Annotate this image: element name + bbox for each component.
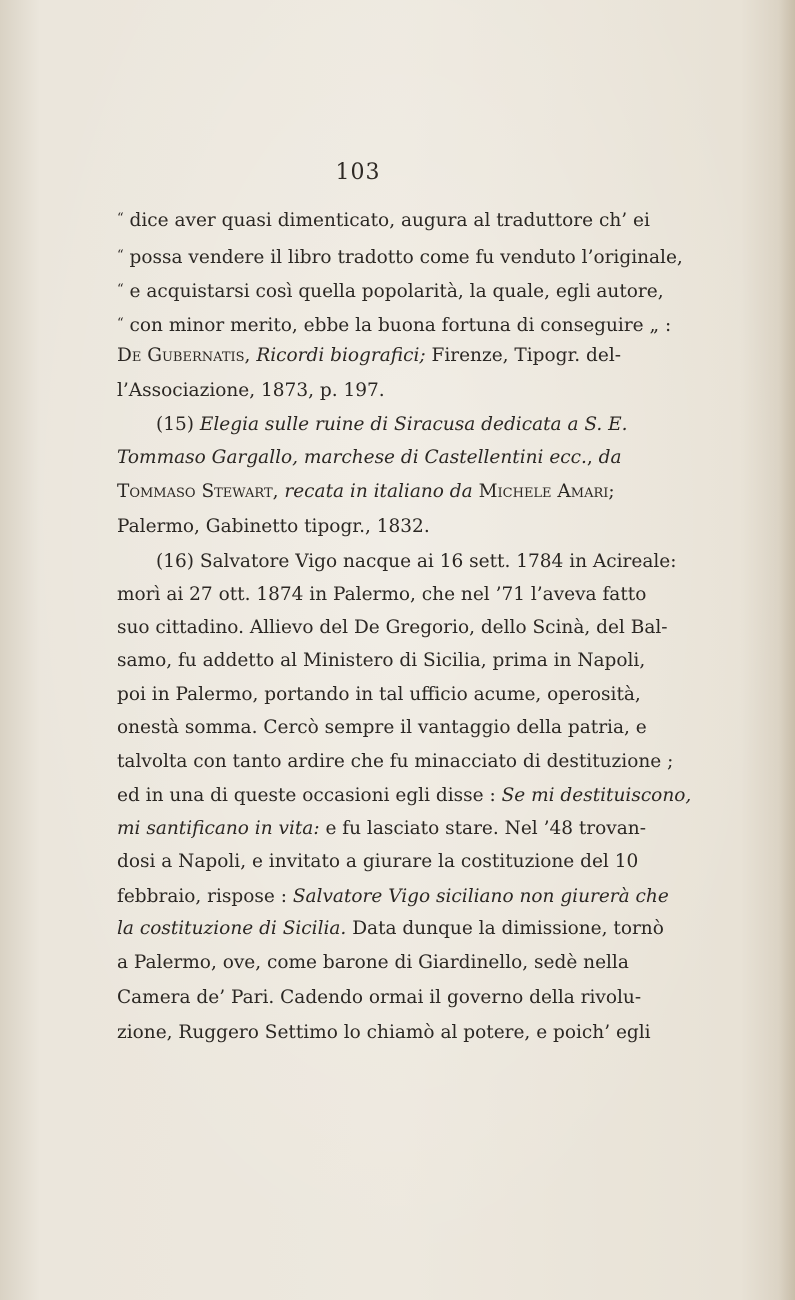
- text-segment: “: [117, 211, 124, 226]
- text-segment: “: [117, 316, 124, 331]
- text-segment: Se mi destituiscono,: [501, 785, 692, 806]
- text-segment: dice aver quasi dimenticato, augura al traduttore ch’ ei: [123, 210, 650, 231]
- text-segment: onestà somma. Cercò sempre il vantaggio della patria, e: [117, 717, 647, 738]
- text-line: [117, 717, 647, 739]
- text-segment: ,: [586, 447, 599, 468]
- text-segment: Data dunque la dimissione, tornò: [346, 918, 664, 939]
- text-line: [156, 414, 628, 436]
- text-segment: ,: [272, 481, 285, 502]
- text-segment: Palermo, Gabinetto tipogr., 1832.: [117, 516, 430, 537]
- text-line: [117, 1022, 651, 1044]
- text-segment: da: [598, 447, 622, 468]
- text-line: [117, 584, 647, 606]
- text-segment: De Gubernatis: [117, 345, 245, 366]
- text-segment: talvolta con tanto ardire che fu minacciato di destituzione ;: [117, 751, 674, 772]
- text-segment: Firenze, Tipogr. del-: [425, 345, 622, 366]
- text-line: [117, 208, 650, 232]
- text-line: [117, 785, 692, 807]
- text-line: [117, 245, 683, 269]
- page-edge-shadow: [779, 0, 795, 1300]
- text-segment: l’Associazione, 1873, p. 197.: [117, 380, 385, 401]
- text-segment: a Palermo, ove, come barone di Giardinello, sedè nella: [117, 952, 629, 973]
- text-line: [117, 345, 622, 367]
- text-segment: Tommaso Gargallo, marchese di Castellentini ecc.: [117, 447, 587, 468]
- text-segment: (15): [156, 414, 200, 435]
- text-segment: “: [117, 248, 124, 263]
- text-segment: e acquistarsi così quella popolarità, la quale, egli autore,: [123, 281, 664, 302]
- text-line: [117, 313, 672, 337]
- page-number: 103: [335, 160, 381, 185]
- text-segment: ed in una di queste occasioni egli disse :: [117, 785, 502, 806]
- text-line: [117, 918, 664, 940]
- text-segment: “: [117, 282, 124, 297]
- text-line: [117, 516, 599, 538]
- text-line: [117, 851, 639, 873]
- text-line: [117, 886, 669, 908]
- text-line: [117, 987, 642, 1009]
- text-segment: recata in italiano da: [284, 481, 473, 502]
- text-line: [117, 751, 674, 773]
- text-segment: Salvatore Vigo siciliano non giurerà che: [292, 886, 669, 907]
- text-line: [117, 650, 646, 672]
- text-segment: dosi a Napoli, e invitato a giurare la costituzione del 10: [117, 851, 639, 872]
- text-line: [117, 447, 622, 469]
- text-segment: Camera de’ Pari. Cadendo ormai il governo della rivolu-: [117, 987, 642, 1008]
- text-segment: ;: [608, 481, 615, 502]
- text-line: [117, 952, 629, 974]
- text-segment: ,: [244, 345, 257, 366]
- text-line: [156, 551, 677, 573]
- text-segment: morì ai 27 ott. 1874 in Palermo, che nel ’71 l’aveva fatto: [117, 584, 647, 605]
- text-segment: febbraio, rispose :: [117, 886, 293, 907]
- text-line: [117, 380, 599, 402]
- text-line: [117, 684, 641, 706]
- text-line: [117, 617, 668, 639]
- text-line: [117, 279, 664, 303]
- text-line: [117, 481, 615, 503]
- text-segment: Elegia sulle ruine di Siracusa dedicata a S. E.: [199, 414, 628, 435]
- text-line: [117, 818, 646, 840]
- text-segment: Michele Amari: [478, 481, 609, 502]
- text-segment: poi in Palermo, portando in tal ufficio acume, operosità,: [117, 684, 641, 705]
- text-segment: samo, fu addetto al Ministero di Sicilia, prima in Napoli,: [117, 650, 646, 671]
- text-segment: possa vendere il libro tradotto come fu venduto l’originale,: [123, 247, 683, 268]
- text-segment: zione, Ruggero Settimo lo chiamò al potere, e poich’ egli: [117, 1022, 651, 1043]
- text-segment: e fu lasciato stare. Nel ’48 trovan-: [319, 818, 646, 839]
- text-segment: (16) Salvatore Vigo nacque ai 16 sett. 1784 in Acireale:: [156, 551, 677, 572]
- text-segment: la costituzione di Sicilia.: [117, 918, 347, 939]
- text-segment: Ricordi biografici;: [256, 345, 426, 366]
- text-segment: mi santificano in vita:: [117, 818, 320, 839]
- text-segment: Tommaso Stewart: [117, 481, 273, 502]
- text-segment: suo cittadino. Allievo del De Gregorio, dello Scinà, del Bal-: [117, 617, 668, 638]
- text-segment: con minor merito, ebbe la buona fortuna di conseguire „ :: [123, 315, 672, 336]
